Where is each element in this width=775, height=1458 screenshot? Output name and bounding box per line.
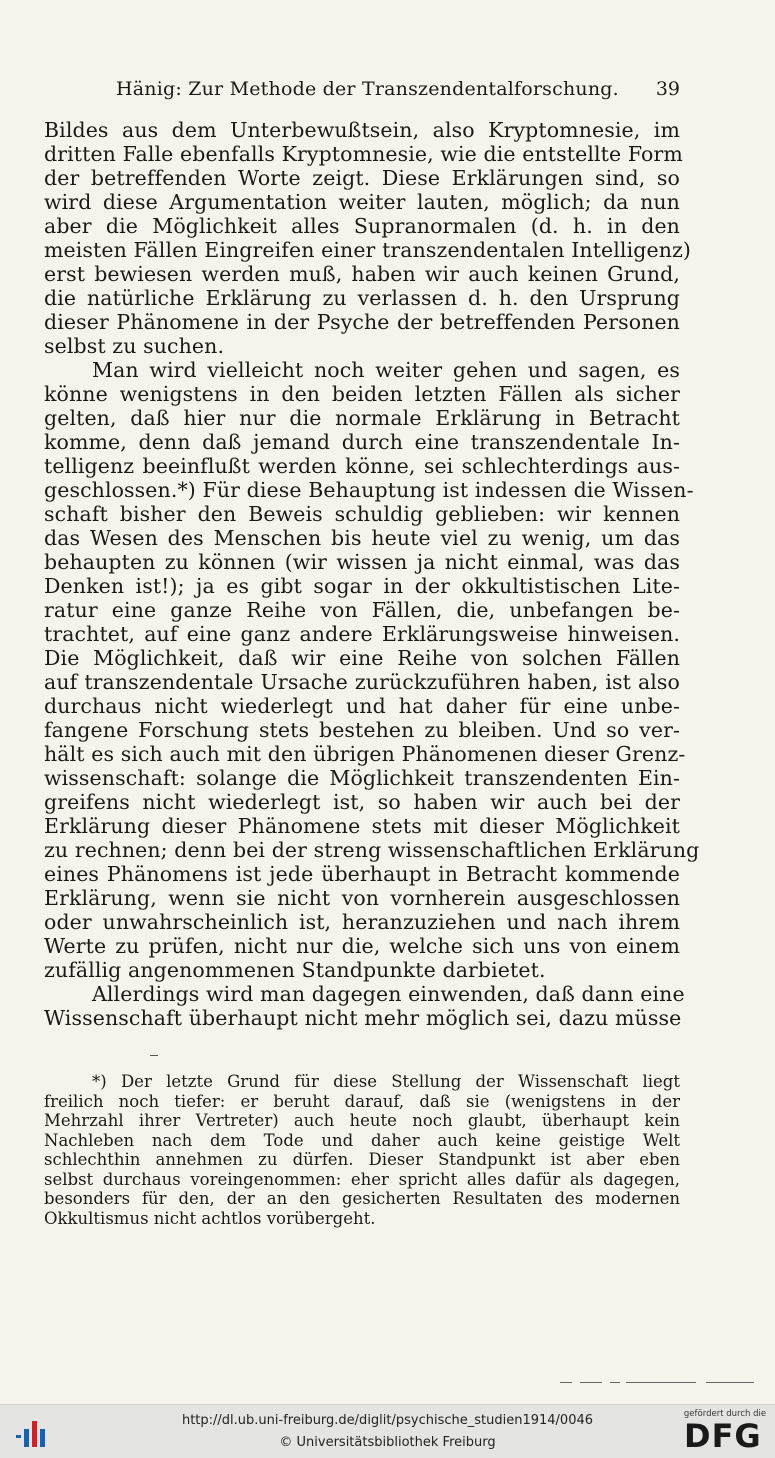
page-edge-marks <box>560 1382 755 1384</box>
page-number: 39 <box>655 78 680 100</box>
running-header <box>44 76 680 102</box>
footnote-line: besonders für den, der an den gesicherten Resultaten des modernen <box>44 1189 680 1208</box>
text-line: oder unwahrscheinlich ist, heranzuziehen und nach ihrem <box>44 910 680 934</box>
text-line: Allerdings wird man dagegen einwenden, daß dann eine <box>92 982 685 1006</box>
text-line: Wissenschaft überhaupt nicht mehr möglich sei, dazu müsse <box>44 1006 682 1030</box>
text-line: der betreffenden Worte zeigt. Diese Erklärungen sind, so <box>44 166 680 190</box>
dfg-funding-label: gefördert durch die <box>683 1409 767 1419</box>
footnote <box>44 1072 680 1228</box>
dfg-logo-text: DFG <box>684 1417 762 1455</box>
text-line: zu rechnen; denn bei der streng wissenschaftlichen Erklärung <box>44 838 700 862</box>
text-line: fangene Forschung stets bestehen zu bleiben. Und so ver- <box>44 718 680 742</box>
text-line: greifens nicht wiederlegt ist, so haben wir auch bei der <box>44 790 680 814</box>
text-line: behaupten zu können (wir wissen ja nicht einmal, was das <box>44 550 680 574</box>
footnote-line: *) Der letzte Grund für diese Stellung der Wissenschaft liegt <box>92 1072 680 1091</box>
text-line: meisten Fällen Eingreifen einer transzendentalen Intelligenz) <box>44 238 692 262</box>
text-line: telligenz beeinflußt werden könne, sei schlechterdings aus- <box>44 454 680 478</box>
text-line: Bildes aus dem Unterbewußtsein, also Kryptomnesie, im <box>44 118 680 142</box>
footnote-line: schlechthin annehmen zu dürfen. Dieser Standpunkt ist aber eben <box>44 1150 680 1169</box>
permalink-url[interactable]: http://dl.ub.uni-freiburg.de/diglit/psychische_studien1914/0046 <box>181 1413 594 1428</box>
text-line: Die Möglichkeit, daß wir eine Reihe von solchen Fällen <box>44 646 680 670</box>
text-line: die natürliche Erklärung zu verlassen d. h. den Ursprung <box>44 286 680 310</box>
text-line: auf transzendentale Ursache zurückzuführen haben, ist also <box>44 670 680 694</box>
text-line: erst bewiesen werden muß, haben wir auch keinen Grund, <box>44 262 680 286</box>
text-line: schaft bisher den Beweis schuldig geblieben: wir kennen <box>44 502 680 526</box>
text-line: Denken ist!); ja es gibt sogar in der okkultistischen Lite- <box>44 574 680 598</box>
main-text <box>44 118 700 1030</box>
text-line: ratur eine ganze Reihe von Fällen, die, unbefangen be- <box>44 598 680 622</box>
text-line: dieser Phänomene in der Psyche der betreffenden Personen <box>44 310 680 334</box>
text-line: durchaus nicht wiederlegt und hat daher für eine unbe- <box>44 694 680 718</box>
viewer-footer <box>0 1404 775 1458</box>
footnote-line: Okkultismus nicht achtlos vorübergeht. <box>44 1208 376 1228</box>
running-title: Hänig: Zur Methode der Transzendentalforschung. <box>116 78 619 100</box>
text-line: selbst zu suchen. <box>44 334 225 358</box>
footnote-line: Nachleben nach dem Tode und daher auch keine geistige Welt <box>44 1130 680 1150</box>
text-line: Werte zu prüfen, nicht nur die, welche sich uns von einem <box>44 934 680 958</box>
copyright-notice: © Universitätsbibliothek Freiburg <box>279 1435 496 1450</box>
text-line: könne wenigstens in den beiden letzten Fällen als sicher <box>44 382 680 406</box>
text-line: Man wird vielleicht noch weiter gehen und sagen, es <box>92 358 680 382</box>
text-line: hält es sich auch mit den übrigen Phänomenen dieser Grenz- <box>44 742 686 766</box>
text-line: dritten Falle ebenfalls Kryptomnesie, wie die entstellte Form <box>44 142 683 166</box>
text-line: aber die Möglichkeit alles Supranormalen (d. h. in den <box>44 214 680 238</box>
text-line: gelten, daß hier nur die normale Erklärung in Betracht <box>44 406 680 430</box>
text-line: wird diese Argumentation weiter lauten, möglich; da nun <box>44 190 680 214</box>
text-line: geschlossen.*) Für diese Behauptung ist indessen die Wissen- <box>44 478 694 502</box>
text-line: eines Phänomens ist jede überhaupt in Betracht kommende <box>44 862 680 886</box>
text-line: das Wesen des Menschen bis heute viel zu wenig, um das <box>44 526 680 550</box>
text-line: wissenschaft: solange die Möglichkeit transzendenten Ein- <box>44 766 680 790</box>
text-line: Erklärung dieser Phänomene stets mit dieser Möglichkeit <box>44 814 680 838</box>
footnote-line: Mehrzahl ihrer Vertreter) auch heute noch glaubt, überhaupt kein <box>44 1111 680 1130</box>
text-line: trachtet, auf eine ganz andere Erklärungsweise hinweisen. <box>44 622 680 646</box>
dfg-logo <box>682 1409 768 1455</box>
footnote-line: freilich noch tiefer: er beruht darauf, daß sie (wenigstens in der <box>44 1091 680 1111</box>
footnote-rule <box>150 1055 158 1056</box>
footnote-line: selbst durchaus voreingenommen: eher spricht alles dafür als dagegen, <box>44 1169 680 1189</box>
text-line: zufällig angenommenen Standpunkte darbietet. <box>44 958 546 982</box>
text-line: komme, denn daß jemand durch eine transzendentale In- <box>44 430 680 454</box>
text-line: Erklärung, wenn sie nicht von vornherein ausgeschlossen <box>44 886 680 910</box>
